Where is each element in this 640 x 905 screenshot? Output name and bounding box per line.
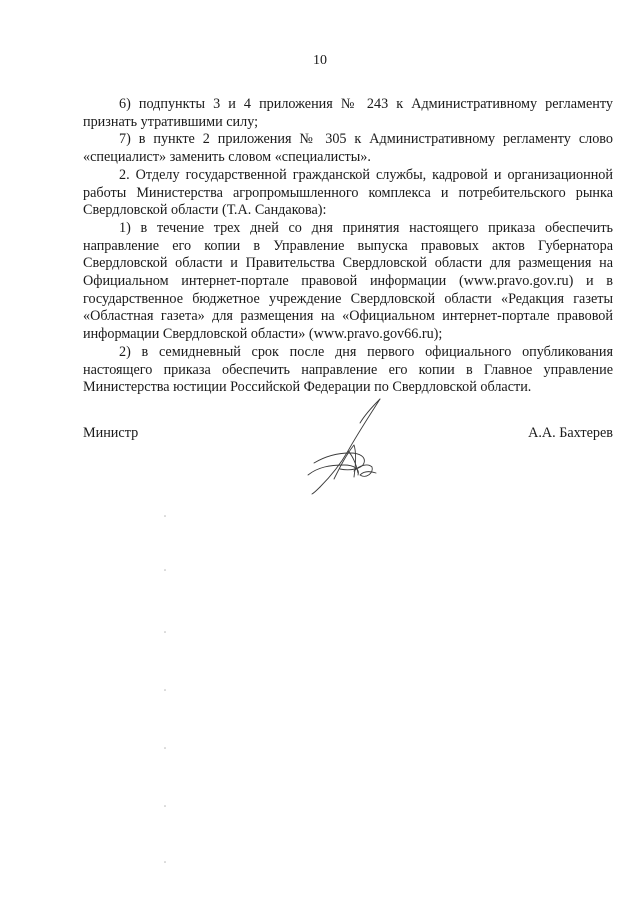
document-body [83, 96, 613, 397]
paragraph-subitem-2: 2) в семидневный срок после дня первого официального опубликования настоящего приказа обеспечить направление его копии в Главное управление Министерства юстиции Российской Федерации по Свердловской области. [83, 343, 613, 396]
handwritten-signature [300, 393, 392, 495]
signer-title: Министр [83, 425, 139, 441]
scan-artifact-dots [163, 510, 167, 870]
paragraph-subitem-1: 1) в течение трех дней со дня принятия настоящего приказа обеспечить направление его копии в Управление выпуска правовых актов Губернатора Свердловской области и Правительства Свердловской области для размещения на Официальном интернет-портале правовой информации (www.pravo.gov.ru) и в государственное бюджетное учреждение Свердловской области «Редакция газеты «Областная газета» для размещения на «Официальном интернет-портале правовой информации Свердловской области» (www.pravo.gov66.ru); [83, 219, 613, 343]
page-number: 10 [313, 53, 327, 68]
paragraph-section-2: 2. Отделу государственной гражданской службы, кадровой и организационной работы Министерства агропромышленного комплекса и потребительского рынка Свердловской области (Т.А. Сандакова): [83, 166, 613, 219]
paragraph-item-7: 7) в пункте 2 приложения № 305 к Административному регламенту слово «специалист» заменить словом «специалисты». [83, 131, 613, 166]
paragraph-item-6: 6) подпункты 3 и 4 приложения № 243 к Административному регламенту признать утратившими силу; [83, 96, 613, 130]
signer-name: А.А. Бахтерев [528, 425, 613, 441]
